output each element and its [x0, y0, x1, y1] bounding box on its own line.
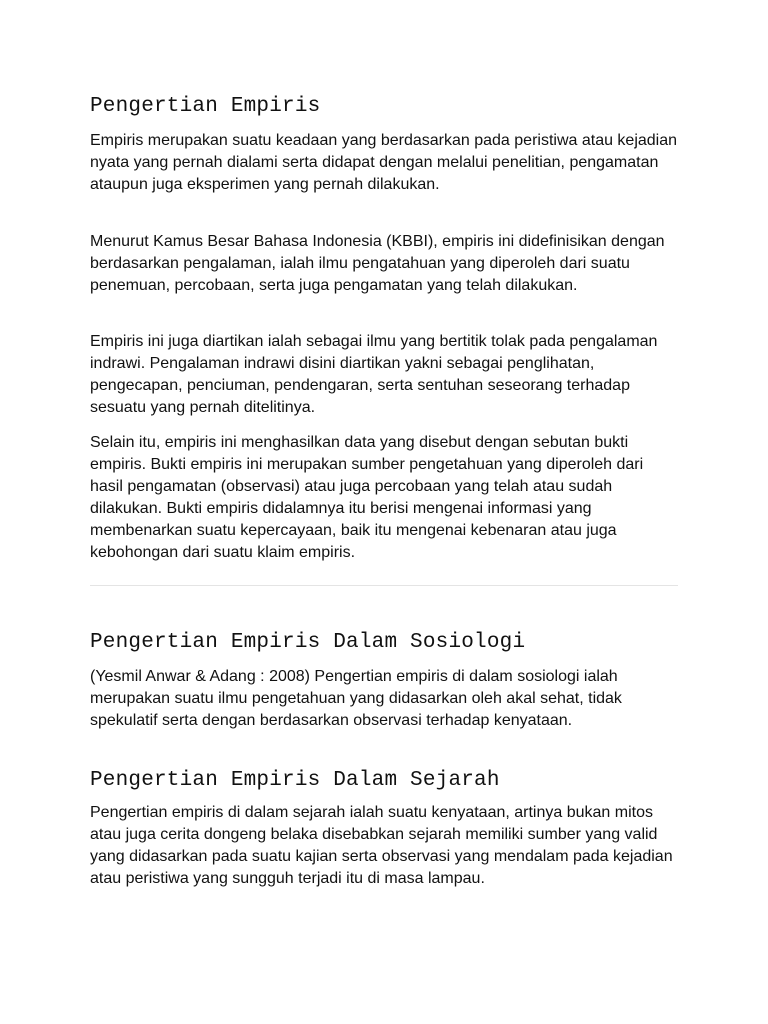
section-heading-sejarah: Pengertian Empiris Dalam Sejarah: [90, 769, 500, 792]
section-divider: [90, 585, 678, 586]
paragraph: Pengertian empiris di dalam sejarah ialah suatu kenyataan, artinya bukan mitos atau juga cerita dongeng belaka disebabkan sejarah memiliki sumber yang valid yang didasarkan pada suatu kajian serta observasi yang mendalam pada kejadian atau peristiwa yang sungguh terjadi itu di masa lampau.: [90, 804, 673, 887]
section-heading-pengertian-empiris: Pengertian Empiris: [90, 95, 321, 118]
paragraph: Selain itu, empiris ini menghasilkan data yang disebut dengan sebutan bukti empiris. Bukti empiris ini merupakan sumber pengetahuan yang diperoleh dari hasil pengamatan (observasi) atau juga percobaan yang telah atau sudah dilakukan. Bukti empiris didalamnya itu berisi mengenai informasi yang membenarkan suatu kepercayaan, baik itu mengenai kebenaran atau juga kebohongan dari suatu klaim empiris.: [90, 434, 644, 561]
paragraph: Empiris ini juga diartikan ialah sebagai ilmu yang bertitik tolak pada pengalaman indrawi. Pengalaman indrawi disini diartikan yakni sebagai penglihatan, pengecapan, penciuman, pendengaran, serta sentuhan seseorang terhadap sesuatu yang pernah ditelitinya.: [90, 333, 658, 416]
paragraph: (Yesmil Anwar & Adang : 2008) Pengertian empiris di dalam sosiologi ialah merupakan suatu ilmu pengetahuan yang didasarkan oleh akal sehat, tidak spekulatif serta dengan berdasarkan observasi terhadap kenyataan.: [90, 668, 622, 729]
paragraph: Empiris merupakan suatu keadaan yang berdasarkan pada peristiwa atau kejadian nyata yang pernah dialami serta didapat dengan melalui penelitian, pengamatan ataupun juga eksperimen yang pernah dilakukan.: [90, 132, 678, 193]
section-heading-sosiologi: Pengertian Empiris Dalam Sosiologi: [90, 631, 526, 654]
paragraph: Menurut Kamus Besar Bahasa Indonesia (KBBI), empiris ini didefinisikan dengan berdasarkan pengalaman, ialah ilmu pengatahuan yang diperoleh dari suatu penemuan, percobaan, serta juga pengamatan yang telah dilakukan.: [90, 233, 665, 294]
